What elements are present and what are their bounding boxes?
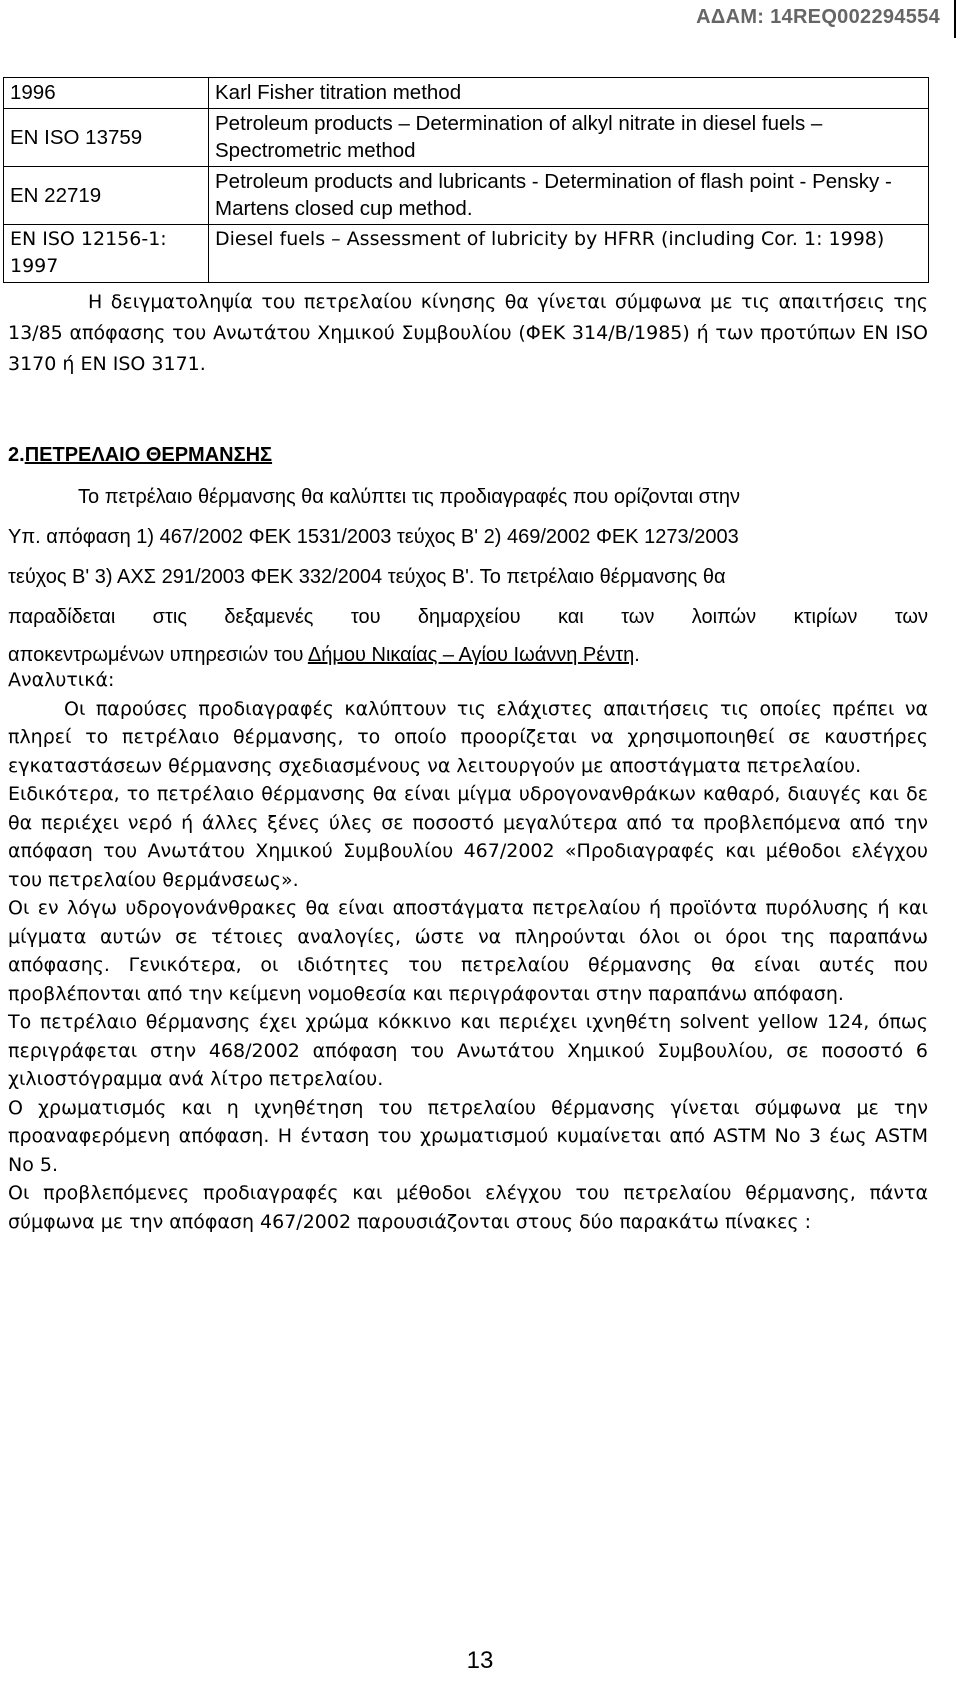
paragraph: Ειδικότερα, το πετρέλαιο θέρμανσης θα είναι μίγμα υδρογονανθράκων καθαρό, διαυγές και δε θα περιέχει νερό ή άλλες ξένες ύλες σε ποσοστό μεγαλύτερα από τα προβλεπόμενα από την απόφαση του Ανωτάτου Χημικού Συμβουλίου 467/2002 «Προδιαγραφές και μέθοδοι ελέγχου του πετρελαίου θερμάνσεως». — [8, 783, 928, 891]
municipality-name: Δήμου Νικαίας – Αγίου Ιωάννη Ρέντη — [307, 644, 635, 666]
paragraph: Το πετρέλαιο θέρμανσης έχει χρώμα κόκκινο και περιέχει ιχνηθέτη solvent yellow 124, όπως περιγράφεται στην 468/2002 απόφαση του Ανωτάτου Χημικού Συμβουλίου, σε ποσοστό 6 χιλιοστόγραμμα ανά λίτρο πετρελαίου. — [8, 1011, 928, 1090]
analytic-label: Αναλυτικά: — [8, 669, 115, 691]
intro-line: Το πετρέλαιο θέρμανσης θα καλύπτει τις προδιαγραφές που ορίζονται στην — [78, 486, 741, 508]
intro-text: . — [634, 644, 640, 666]
section-title: ΠΕΤΡΕΛΑΙΟ ΘΕΡΜΑΝΣΗΣ — [24, 444, 273, 466]
standard-description: Petroleum products – Determination of alkyl nitrate in diesel fuels – Spectrometric method — [209, 109, 929, 167]
intro-line: Υπ. απόφαση 1) 467/2002 ΦΕΚ 1531/2003 τεύχος Β' 2) 469/2002 ΦΕΚ 1273/2003 — [8, 526, 739, 548]
standard-code: EN 22719 — [4, 167, 209, 225]
ada-code: ΑΔΑΜ: 14REQ002294554 — [696, 6, 940, 28]
standard-description: Diesel fuels – Assessment of lubricity by HFRR (including Cor. 1: 1998) — [209, 225, 929, 283]
table-row — [4, 225, 929, 283]
table-row — [4, 167, 929, 225]
paragraph: Οι παρούσες προδιαγραφές καλύπτουν τις ελάχιστες απαιτήσεις τις οποίες πρέπει να πληρεί το πετρέλαιο θέρμανσης, το οποίο προορίζεται να χρησιμοποιηθεί σε καυστήρες εγκαταστάσεων θέρμανσης σχεδιασμένους να λειτουργούν με αποστάγματα πετρελαίου. — [8, 697, 928, 777]
section-number: 2. — [8, 444, 25, 466]
table-row — [4, 78, 929, 109]
page-number: 13 — [466, 1647, 494, 1674]
standard-description: Petroleum products and lubricants - Determination of flash point - Pensky - Martens closed cup method. — [209, 167, 929, 225]
intro-text: αποκεντρωμένων υπηρεσιών του — [8, 644, 308, 666]
standard-code: EN ISO 12156-1: 1997 — [4, 225, 209, 283]
section-heading — [8, 444, 272, 467]
header-rule — [954, 0, 956, 38]
intro-line: παραδίδεται στις δεξαμενές του δημαρχείου και των λοιπών κτιρίων των — [8, 606, 928, 628]
paragraph: Οι προβλεπόμενες προδιαγραφές και μέθοδοι ελέγχου του πετρελαίου θέρμανσης, πάντα σύμφωνα με την απόφαση 467/2002 παρουσιάζονται στους δύο παρακάτω πίνακες : — [8, 1182, 928, 1233]
table-row — [4, 109, 929, 167]
paragraph: Ο χρωματισμός και η ιχνηθέτηση του πετρελαίου θέρμανσης γίνεται σύμφωνα με την προαναφερόμενη απόφαση. Η ένταση του χρωματισμού κυμαίνεται από ASTM No 3 έως ASTM No 5. — [8, 1096, 928, 1176]
standard-code: EN ISO 13759 — [4, 109, 209, 167]
section-body — [8, 666, 928, 1236]
standard-code: 1996 — [4, 78, 209, 109]
intro-line: τεύχος Β' 3) ΑΧΣ 291/2003 ΦΕΚ 332/2004 τεύχος Β'. Το πετρέλαιο θέρμανσης θα — [8, 566, 726, 588]
standard-description: Karl Fisher titration method — [209, 78, 929, 109]
paragraph: Οι εν λόγω υδρογονάνθρακες θα είναι αποστάγματα πετρελαίου ή προϊόντα πυρόλυσης ή και μίγματα αυτών σε τέτοιες αναλογίες, ώστε να πληρούνται όλοι οι όροι της παραπάνω απόφασης. Γενικότερα, οι ιδιότητες του πετρελαίου θέρμανσης θα είναι αυτές που προβλέπονται από την κείμενη νομοθεσία και περιγράφονται στην παραπάνω απόφαση. — [8, 897, 928, 1005]
sampling-paragraph: Η δειγματοληψία του πετρελαίου κίνησης θα γίνεται σύμφωνα με τις απαιτήσεις της 13/85 απόφασης του Ανωτάτου Χημικού Συμβουλίου (ΦΕΚ 314/Β/1985) ή των προτύπων EN ISO 3170 ή EN ISO 3171. — [8, 291, 928, 375]
standards-table — [3, 77, 929, 283]
